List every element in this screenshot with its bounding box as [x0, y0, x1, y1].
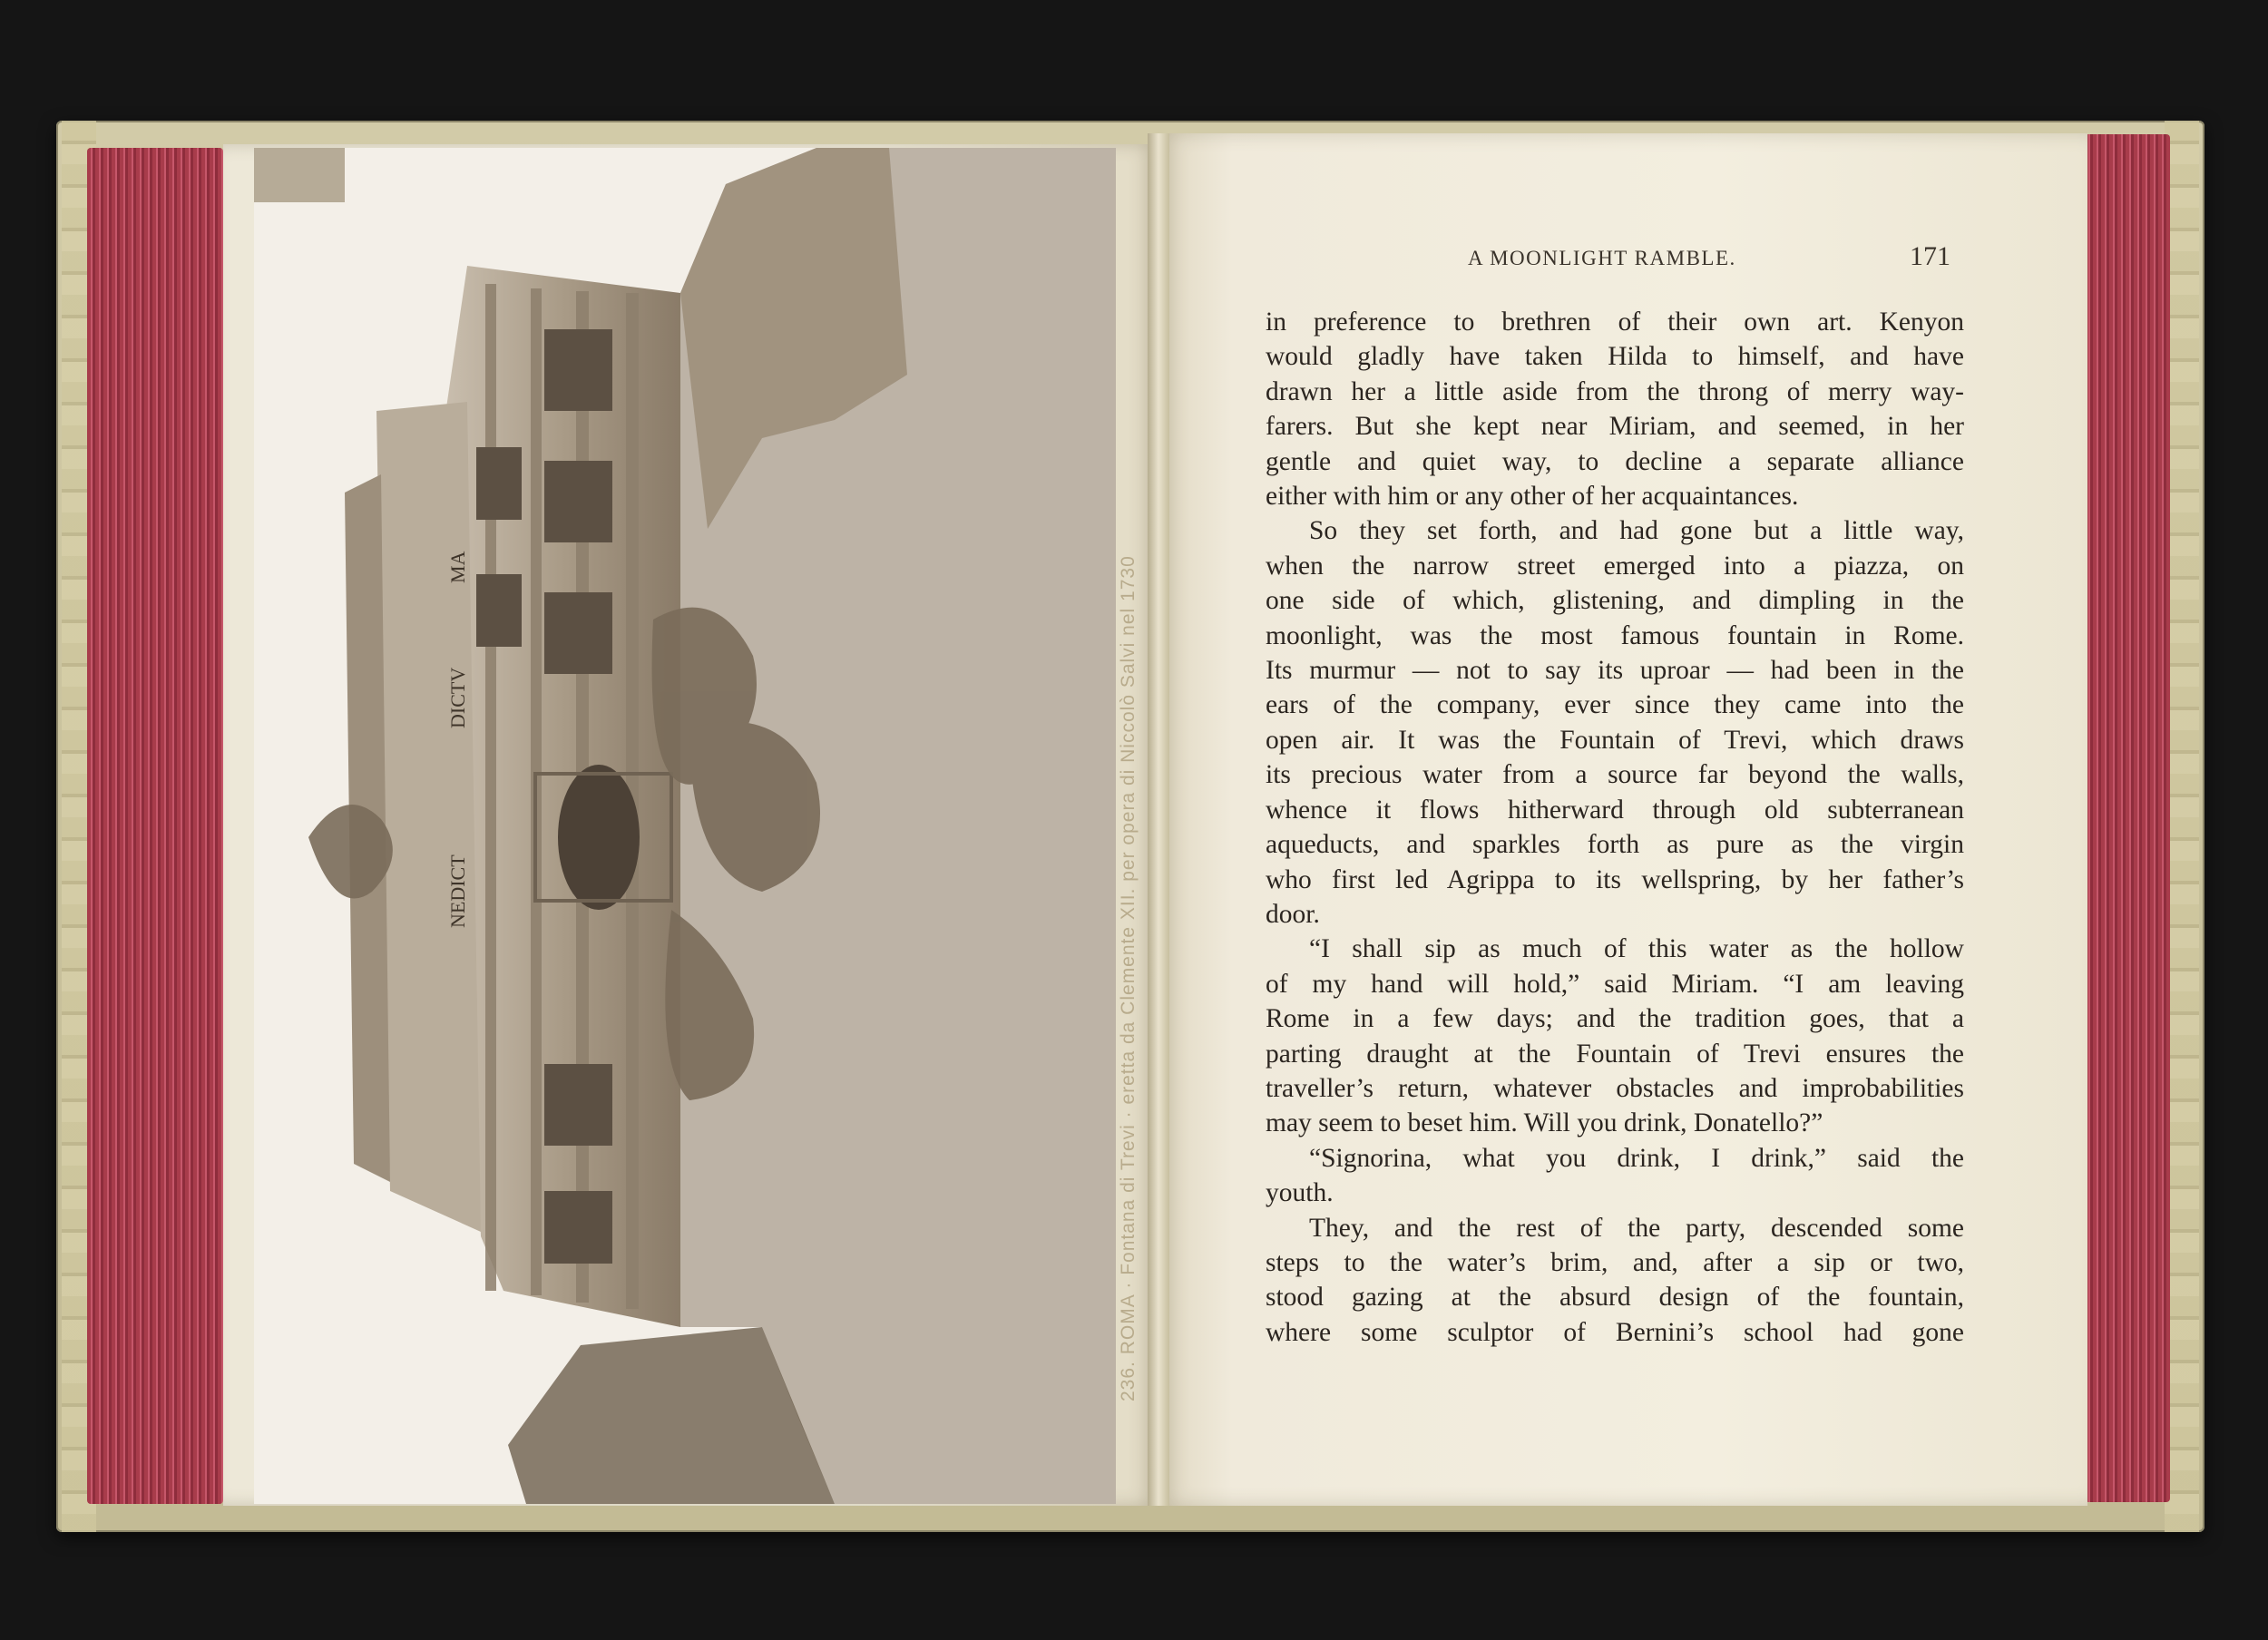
- paragraph: [1266, 932, 1964, 1140]
- text-line: stood gazing at the absurd design of the fountain,: [1266, 1283, 1964, 1313]
- text-line: who first led Agrippa to its wellspring, by her father’s: [1266, 864, 1964, 894]
- photo-caption: 236. ROMA · Fontana di Trevi · eretta da Clemente XII. per opera di Niccolò Salvi nel 1730: [1118, 555, 1139, 1401]
- text-line: its precious water from a source far beyond the walls,: [1266, 760, 1964, 790]
- text-line: “Signorina, what you drink, I drink,” said the: [1309, 1143, 1964, 1173]
- inscription-fragment-1: DICTV: [446, 667, 469, 728]
- text-line: open air. It was the Fountain of Trevi, which draws: [1266, 725, 1964, 755]
- text-line: whence it flows hitherward through old subterranean: [1266, 795, 1964, 825]
- text-line: would gladly have taken Hilda to himself, and have: [1266, 342, 1964, 372]
- text-line: of my hand will hold,” said Miriam. “I am leaving: [1266, 969, 1964, 999]
- text-line: drawn her a little aside from the throng of merry way-: [1266, 376, 1964, 406]
- text-line: Rome in a few days; and the tradition goes, that a: [1266, 1004, 1964, 1034]
- paragraph: [1266, 513, 1964, 932]
- text-line: So they set forth, and had gone but a little way,: [1309, 516, 1964, 546]
- paragraph: [1266, 1141, 1964, 1211]
- text-line: parting draught at the Fountain of Trevi ensures the: [1266, 1039, 1964, 1069]
- page-body-text: [1266, 305, 1964, 1350]
- text-line: aqueducts, and sparkles forth as pure as the virgin: [1266, 830, 1964, 860]
- page-number: 171: [1910, 241, 1950, 271]
- text-line: moonlight, was the most famous fountain in Rome.: [1266, 620, 1964, 650]
- text-line: in preference to brethren of their own art. Kenyon: [1266, 308, 1964, 337]
- inscription-fragment-2: NEDICT: [446, 854, 469, 928]
- text-line: one side of which, glistening, and dimpling in the: [1266, 586, 1964, 616]
- text-line: They, and the rest of the party, descended some: [1309, 1213, 1964, 1243]
- text-line: steps to the water’s brim, and, after a sip or two,: [1266, 1247, 1964, 1277]
- text-line: ears of the company, ever since they came into the: [1266, 690, 1964, 720]
- book-gutter: [1148, 133, 1169, 1506]
- running-head: A MOONLIGHT RAMBLE.: [1468, 247, 1736, 269]
- trevi-fountain-photograph: [254, 148, 1116, 1504]
- text-line: door.: [1266, 899, 1320, 929]
- text-line: when the narrow street emerged into a piazza, on: [1266, 551, 1964, 581]
- text-line: traveller’s return, whatever obstacles and improbabilities: [1266, 1073, 1964, 1103]
- text-line: Its murmur — not to say its uproar — had been in the: [1266, 656, 1964, 686]
- text-line: where some sculptor of Bernini’s school had gone: [1266, 1317, 1964, 1347]
- inscription-fragment-3: MA: [446, 551, 469, 583]
- text-line: gentle and quiet way, to decline a separate alliance: [1266, 446, 1964, 476]
- text-line: youth.: [1266, 1178, 1334, 1208]
- text-line: farers. But she kept near Miriam, and seemed, in her: [1266, 412, 1964, 442]
- text-line: may seem to beset him. Will you drink, Donatello?”: [1266, 1108, 1823, 1138]
- right-page-edges: [2085, 134, 2170, 1502]
- fountain-illustration: [254, 148, 1116, 1504]
- paragraph: [1266, 305, 1964, 513]
- text-line: “I shall sip as much of this water as the hollow: [1309, 934, 1964, 964]
- paragraph: [1266, 1211, 1964, 1351]
- text-line: either with him or any other of her acquaintances.: [1266, 482, 1799, 512]
- left-page-edges: [87, 148, 223, 1504]
